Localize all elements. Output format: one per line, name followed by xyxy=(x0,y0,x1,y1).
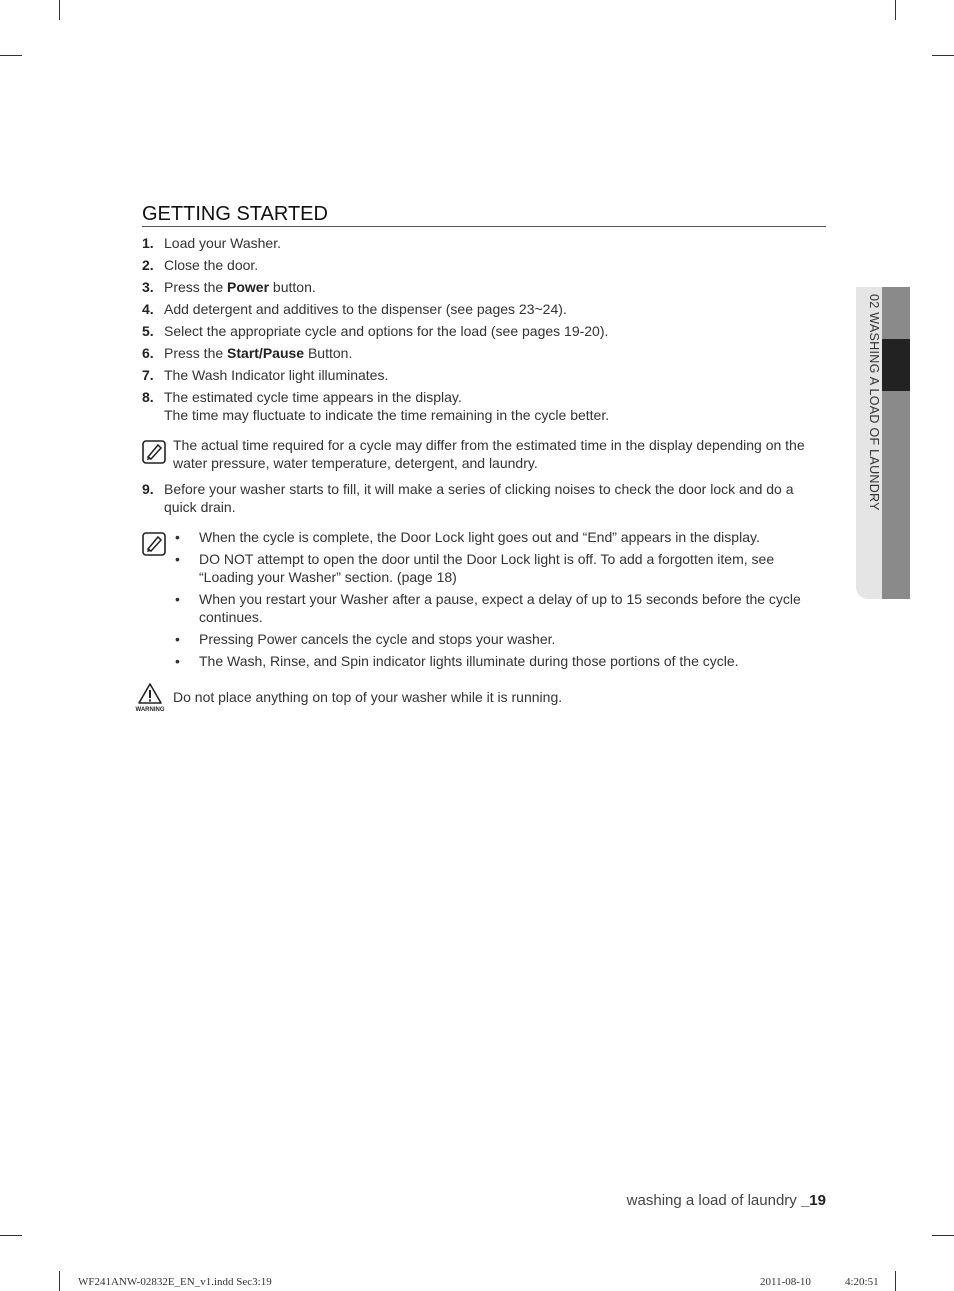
crop-mark xyxy=(0,1235,22,1236)
note-text: The actual time required for a cycle may differ from the estimated time in the display depending on the water pressure, water temperature, detergent, and laundry. xyxy=(173,437,805,471)
crop-mark xyxy=(895,1271,896,1291)
list-item-text: The Wash, Rinse, and Spin indicator lights illuminate during those portions of the cycle. xyxy=(199,653,739,669)
list-item xyxy=(173,630,826,648)
bullet: • xyxy=(175,653,180,669)
slug-time: 4:20:51 xyxy=(845,1276,879,1288)
chapter-tab-marker xyxy=(882,339,910,391)
list-item xyxy=(173,550,826,586)
section-heading: GETTING STARTED xyxy=(142,203,826,227)
step-item xyxy=(142,300,826,318)
step-text-post: Button. xyxy=(304,345,353,361)
slug-date: 2011-08-10 xyxy=(760,1276,811,1288)
warning-label: WARNING xyxy=(135,707,165,713)
list-item xyxy=(173,652,826,670)
chapter-tab-bar xyxy=(882,287,910,599)
step-number: 4. xyxy=(142,301,154,317)
note-bullet-list xyxy=(173,528,826,674)
step-number: 3. xyxy=(142,279,154,295)
page-number: _19 xyxy=(796,1192,826,1209)
crop-mark xyxy=(59,1271,60,1291)
step-text xyxy=(164,388,826,424)
step-item xyxy=(142,256,826,274)
step-text xyxy=(164,278,826,296)
step-item xyxy=(142,322,826,340)
step-text-pre: Press the xyxy=(164,279,228,295)
note-pencil-icon xyxy=(142,436,173,472)
warning-triangle-icon xyxy=(132,682,173,718)
bullet: • xyxy=(175,551,180,567)
step-number: 5. xyxy=(142,323,154,339)
note-pencil-icon xyxy=(142,528,173,674)
step-number: 6. xyxy=(142,345,154,361)
list-item xyxy=(173,590,826,626)
step-text-post: button. xyxy=(269,279,316,295)
list-item xyxy=(173,528,826,546)
crop-mark xyxy=(59,0,60,20)
crop-mark xyxy=(932,55,954,56)
main-content xyxy=(135,234,826,718)
step-text-pre: Press the xyxy=(164,345,228,361)
step-text: The Wash Indicator light illuminates. xyxy=(164,367,389,383)
step-item xyxy=(142,388,826,424)
step-text-line1: The estimated cycle time appears in the display. xyxy=(164,389,462,405)
crop-mark xyxy=(895,0,896,20)
list-item-text: When the cycle is complete, the Door Lock light goes out and “End” appears in the display. xyxy=(199,529,760,545)
step-item xyxy=(142,344,826,362)
step-item xyxy=(142,480,826,516)
step-text: Load your Washer. xyxy=(164,235,281,251)
page-footer xyxy=(627,1192,826,1209)
step-text: Select the appropriate cycle and options for the load (see pages 19-20). xyxy=(164,323,609,339)
chapter-tab-label: 02 WASHING A LOAD OF LAUNDRY xyxy=(867,294,881,511)
bullet: • xyxy=(175,529,180,545)
step-item xyxy=(142,366,826,384)
crop-mark xyxy=(0,55,22,56)
step-text: Add detergent and additives to the dispenser (see pages 23~24). xyxy=(164,301,567,317)
step-text-bold: Power xyxy=(227,279,270,295)
list-item-text: When you restart your Washer after a pause, expect a delay of up to 15 seconds before the cycle continues. xyxy=(199,591,801,625)
step-number: 2. xyxy=(142,257,154,273)
step-item xyxy=(142,234,826,252)
slug-file: WF241ANW-02832E_EN_v1.indd Sec3:19 xyxy=(78,1276,272,1288)
step-number: 1. xyxy=(142,235,154,251)
bullet: • xyxy=(175,631,180,647)
step-text: Close the door. xyxy=(164,257,259,273)
step-text xyxy=(164,344,826,362)
list-item-text: DO NOT attempt to open the door until the Door Lock light is off. To add a forgotten item, see “Loading your Washer” section. (page 18) xyxy=(199,551,775,585)
crop-mark xyxy=(932,1235,954,1236)
warning-block xyxy=(135,682,826,718)
step-text-bold: Start/Pause xyxy=(227,345,305,361)
step-text: Before your washer starts to fill, it will make a series of clicking noises to check the door lock and do a quick drain. xyxy=(164,481,794,515)
list-item-text: Pressing Power cancels the cycle and stops your washer. xyxy=(199,631,556,647)
step-number: 9. xyxy=(142,481,154,497)
step-number: 8. xyxy=(142,389,154,405)
step-text-line2: The time may fluctuate to indicate the time remaining in the cycle better. xyxy=(164,407,610,423)
step-item xyxy=(142,278,826,296)
footer-text: washing a load of laundry xyxy=(626,1192,797,1209)
bullet: • xyxy=(175,591,180,607)
note-block xyxy=(142,436,826,472)
step-number: 7. xyxy=(142,367,154,383)
note-block xyxy=(142,528,826,674)
warning-text: Do not place anything on top of your washer while it is running. xyxy=(173,689,563,705)
